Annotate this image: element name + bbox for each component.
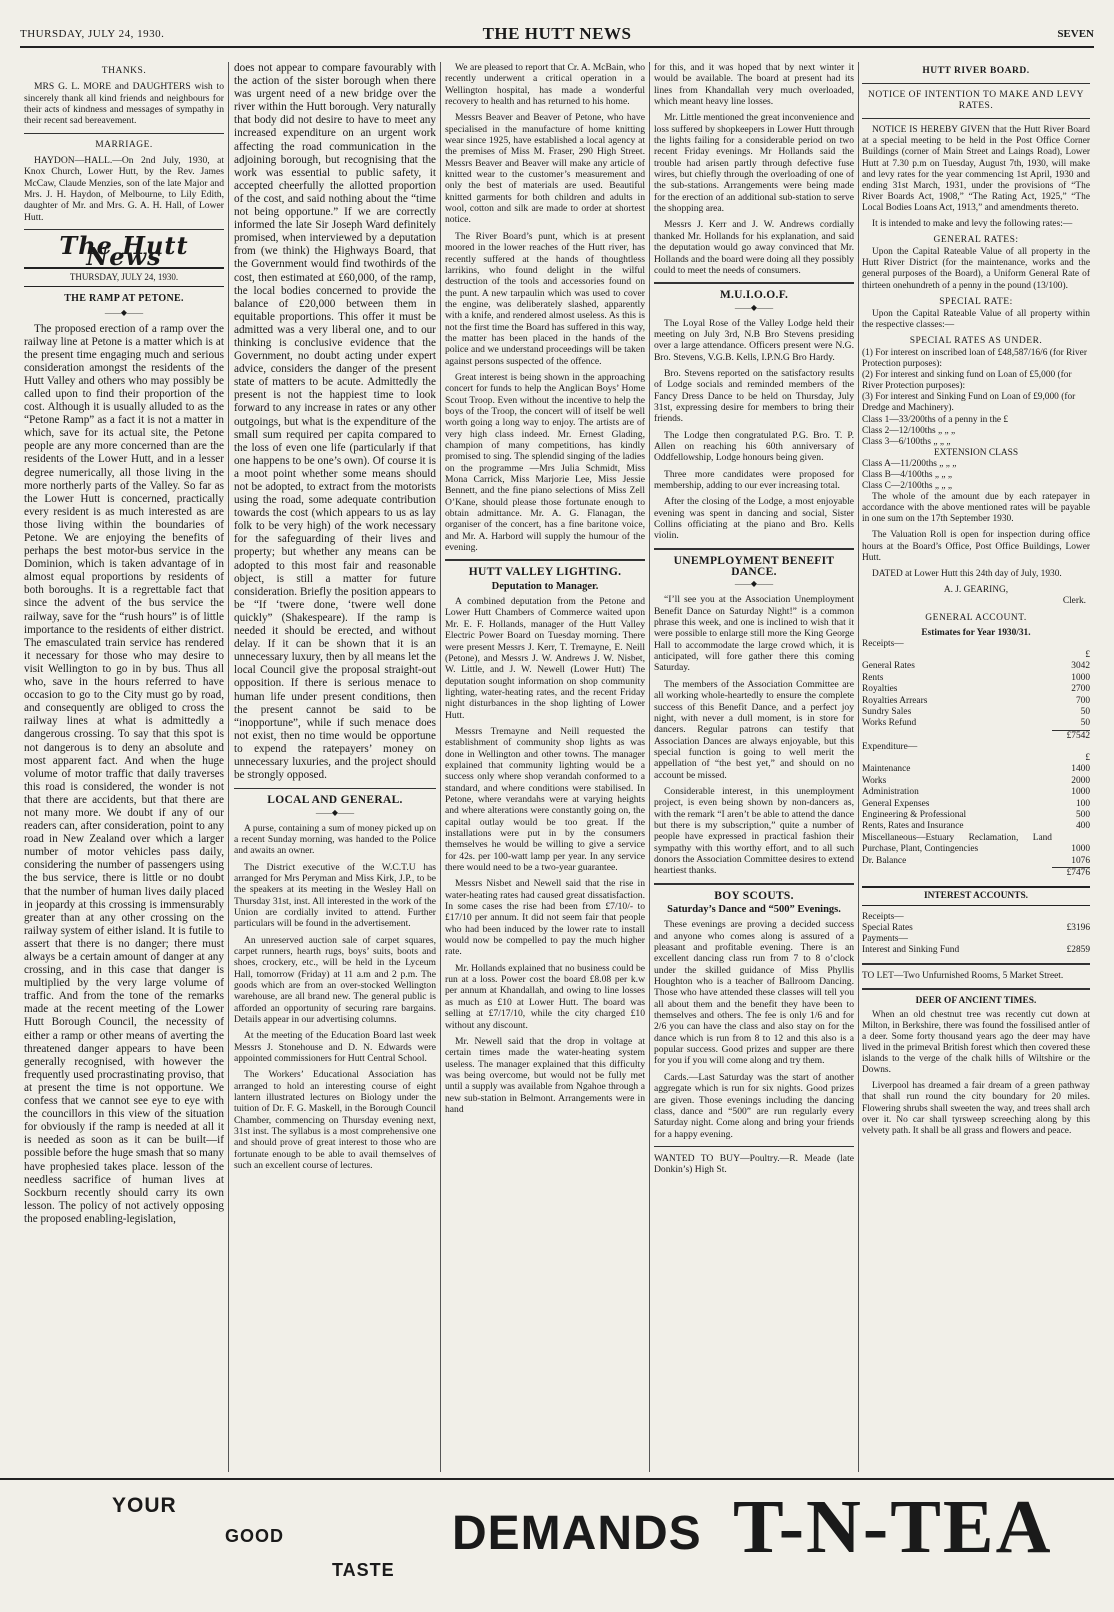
table-row	[862, 776, 1090, 787]
liverpool-paragraph: Liverpool has dreamed a fair dream of a green pathway that shall run round the city boundary for 20 miles. Flowering shrubs shall sweeten the way, and trees shall arch over it. No car shall tyrsweep screeching along by this velvety path. It shall be all grass and flowers and peace.	[862, 1081, 1090, 1136]
deer-paragraph: When an old chestnut tree was recently cut down at Milton, in Berkshire, there was found the fossilised antler of a deer. Some forty thousand years ago the deer may have lived in the primeval British forest which then covered these islands to the verge of the chalk hills of Wiltshire or the Downs.	[862, 1009, 1090, 1076]
table-row	[862, 799, 1090, 810]
table-row	[862, 696, 1090, 707]
ad-word-taste: TASTE	[332, 1560, 395, 1580]
unemployment-paragraph: Considerable interest, in this unemployment project, is even being shown by non-dancers as, with the remark “I aren’t be able to attend the dance but there is my subscription,” quite a number of people have expressed in practical fashion their sympathy with this worthy effort, and to all such donors the Association Committee desires to extend heartiest thanks.	[654, 785, 854, 877]
interest-payments-table	[862, 945, 1090, 956]
tea-advertisement	[0, 1478, 1114, 1612]
divider	[862, 988, 1090, 990]
currency-symbol: £	[1085, 650, 1090, 661]
table-row	[862, 787, 1090, 798]
nameplate-date: THURSDAY, JULY 24, 1930.	[24, 267, 224, 287]
thanks-notice: MRS G. L. MORE and DAUGHTERS wish to sincerely thank all kind friends and neighbours for their acts of kindness and messages of sympathy in their recent sad bereavement.	[24, 81, 224, 127]
column-3	[445, 62, 645, 1472]
lighting-continued: Messrs J. Kerr and J. W. Andrews cordially thanked Mr. Hollands for his explanation, and said the deputation would go away convinced that Mr. Hollands and the board were doing all they possibly could to meet the needs of consumers.	[654, 219, 854, 276]
receipts-total: £7542	[1052, 730, 1090, 742]
editorial-heading: THE RAMP AT PETONE.	[64, 293, 184, 305]
row-label: Rents, Rates and Insurance	[862, 821, 964, 832]
expenditure-label: Expenditure—	[862, 742, 918, 753]
board-heading: HUTT RIVER BOARD.	[922, 66, 1030, 76]
notice-paragraph: The whole of the amount due by each ratepayer in accordance with the above mentioned rates will be payable in one sum on the 17th September 1930.	[862, 492, 1090, 525]
marriage-notice: HAYDON—HALL.—On 2nd July, 1930, at Knox Church, Lower Hutt, by the Rev. James McCaw, Claude Menzies, son of the late Major and Mrs. J. H. Haydon, of Melbourne, to Lily Edith, daughter of Mr. and Mrs. G. A. H. Hall, of Lower Hutt.	[24, 155, 224, 223]
row-label: Miscellaneous—Estuary Reclamation, Land Purchase, Plant, Contingencies	[862, 832, 1052, 855]
thanks-heading: THANKS.	[101, 66, 147, 76]
to-let-ad: TO LET—Two Unfurnished Rooms, 5 Market Street.	[862, 970, 1064, 981]
lighting-paragraph: Mr. Hollands explained that no business could be run at a loss. Power cost the board £8.08 per k.w per annum at Khandallah, and owing to line losses as much as £10 at Lower Hutt. The board was selling at £7/17/10, while the city charged £10 without any discount.	[445, 962, 645, 1031]
table-row	[862, 718, 1090, 730]
divider	[24, 133, 224, 134]
unemployment-paragraph: “I’ll see you at the Association Unemployment Benefit Dance on Saturday Night!” is a common phrase this week, and one is inclined to wish that it were possible to enlarge still more the King George Hall to accommodate the large crowd which, it is anticipated, will fore gather there this coming Saturday.	[654, 594, 854, 674]
special-rate-heading: SPECIAL RATE:	[939, 296, 1013, 307]
table-row	[862, 661, 1090, 672]
divider	[862, 83, 1090, 84]
lighting-paragraph: Messrs Tremayne and Neill requested the establishment of community shop lights as was done in Wellington and other towns. The manager explained that community lighting would be a success only where shop verandah conformed to a standard, and where conditions were stabilised. In Petone, where verandahs were at varying heights and where alterations were constantly going on, the capital outlay would be too great. If the installations were put in by the consumers themselves he would be willing to give a service for 42s. per 100-watt lamp per year. In any service there would need to be a two-year guarantee.	[445, 725, 645, 874]
interest-receipts-label: Receipts—	[862, 911, 904, 922]
total-row	[862, 868, 1090, 880]
news-item: We are pleased to report that Cr. A. McBain, who recently underwent a critical operation in a Wellington hospital, has made a wonderful recovery to health and has returned to his home.	[445, 62, 645, 108]
column-rule	[649, 62, 650, 1472]
deer-heading: DEER OF ANCIENT TIMES.	[915, 995, 1037, 1006]
marriage-heading: MARRIAGE.	[95, 139, 153, 150]
column-rule	[858, 62, 859, 1472]
table-row	[862, 945, 1090, 956]
row-amount: 500	[1075, 810, 1090, 821]
receipts-table	[862, 661, 1090, 742]
row-amount: 1000	[1071, 787, 1090, 798]
divider	[24, 229, 224, 230]
ad-word-demands: DEMANDS	[452, 1507, 702, 1560]
muioof-paragraph: Three more candidates were proposed for membership, adding to our ever increasing total.	[654, 468, 854, 491]
muioof-paragraph: Bro. Stevens reported on the satisfactory results of Lodge socials and reminded members of the Fancy Dress Dance to be held on Thursday, July 31st, expressing desire for members to bring their friends.	[654, 367, 854, 425]
currency-symbol: £	[1085, 753, 1090, 764]
muioof-paragraph: After the closing of the Lodge, a most enjoyable evening was spent in dancing and social, Sister Collins officiating at the piano and Bro. Kells violin.	[654, 496, 854, 542]
row-label: Works Refund	[862, 718, 917, 729]
local-general-heading: LOCAL AND GENERAL.	[267, 794, 403, 807]
class-item: Class B—4/100ths „ „ „	[862, 470, 953, 480]
lighting-continued: Mr. Little mentioned the great inconvenience and loss suffered by shopkeepers in Lower Hutt through the lights failing for a considerable period on two recent Friday evenings. Mr Hollands said the trouble had arisen partly through defective fuse wires, but chiefly through the overloading of one of the sub-stations. Arrangements were being made for the erection of an additional sub-station to serve the shopping area.	[654, 112, 854, 215]
scouts-paragraph: These evenings are proving a decided success and anyone who comes along is assured of a pleasant and profitable evening. There is an excellent dancing class run from 7 to 8 o’clock under the skilled guidance of Miss Phyllis Houghton who is a teacher of Ballroom Dancing. Those who have attended these classes will tell you all about them and the benefit they have been to themselves and others. The fee is only 1/6 and for 2/6 you can have the class and also stay on for the dance which is run from 8 to 12 and this also is a popular success. Good prizes and supper are there for you if you will come along and try them.	[654, 919, 854, 1067]
signature-title: Clerk.	[1062, 595, 1086, 606]
local-item: The Workers’ Educational Association has arranged to hold an interesting course of eight lantern illustrated lectures on Biology under the tuition of Dr. F. G. Maskell, in the Borough Council Chamber, commencing on Thursday evening next, 31st inst. The syllabus is a most comprehensive one and should prove of great interest to those who are fortunate enough to be able to avail themselves of such an excellent course of lectures.	[234, 1069, 436, 1172]
column-4	[654, 62, 854, 1472]
scouts-subheading: Saturday’s Dance and “500” Evenings.	[667, 904, 841, 915]
row-amount: 1000	[1071, 844, 1090, 855]
row-label: Maintenance	[862, 764, 911, 775]
muioof-paragraph: The Loyal Rose of the Valley Lodge held their meeting on July 3rd, N.B Bro Stevens presiding over a large attendance. Officers present were N.G. Bro. Stevens, V.G.B. Kells, I.P.N.G Bro Hardy.	[654, 317, 854, 363]
interest-receipts-table	[862, 923, 1090, 934]
muioof-heading: M.U.I.O.O.F.	[719, 289, 789, 302]
editorial-continued: does not appear to compare favourably with the action of the sister borough when there was urgent need of a new bridge over the river within the Hutt borough. Very naturally that body did not desire to have to meet any increased expenditure on an urgent work affecting the road communication in the adjoining borough, but recognising that the work was essential to public safety, it accepted cheerfully the allotted proportion of the cost, and said nothing about the “time not being opportune.” If we are correctly informed the late Sir Joseph Ward definitely promised, when interviewed by a deputation from (we think) the Highways Board, that the Government would find twothirds of the cost, then estimated at £60,000, of the ramp, the local bodies concerned to provide the balance of £20,000 between them in equitable proportions. This offer it must be admitted was a very liberal one, and to our thinking is conclusive evidence that the Government, no doubt acting under expert advice, considers the danger of the present state of matters to be acute. Admittedly the present is not the happiest time to look forward to any increase in rates or any other outgoings, but what is the expenditure of the small sum required per capita compared to the loss of even one life (particularly if that one happens to be one’s own). Of course it is a moot point whether some means should not be adopted, to extract from the motorists using the road, some adequate contribution towards the cost (which appears to us as lay folk to be very high) of the work necessary for the safeguarding of their lives and property; but whether any means can be adopted to this most fair and reasonable object, is still a matter for future consideration. Briefly the position appears to be “If ‘twere done, ‘twere well done quickly” (Shakespeare). If the ramp is needed it should be erected, and without delay. If it can be shown that it is an unnecessary luxury, then by all means let the local Council give the proposal straight-out opposition. If there is serious menace to human life under present conditions, then the present cannot be said to be “inopportune”, while if such menace does not exist, then no time would be opportune to expend the ratepayers’ money on unnecessary luxuries, and the project should be strongly opposed.	[234, 62, 436, 782]
row-label: Rents	[862, 672, 884, 683]
row-amount: 2000	[1071, 775, 1090, 786]
page-masthead	[20, 24, 1094, 48]
wanted-ad: WANTED TO BUY—Poultry.—R. Meade (late Donkin’s) High St.	[654, 1152, 854, 1176]
unemployment-paragraph: The members of the Association Committee are all working whole-heartedly to ensure the complete success of this Benefit Dance, and a perfect joy night, with never a dull moment, is in store for dancers. Regular patrons can testify that Association Dances are always enjoyable, but this special function is going to well merit the appellation of “the best yet,” and should on no account be missed.	[654, 678, 854, 781]
dated-line: DATED at Lower Hutt this 24th day of July, 1930.	[872, 568, 1062, 579]
ornament-rule: ——◆——	[734, 579, 774, 589]
row-amount: 1400	[1071, 764, 1090, 775]
class-item: Class 3—6/100ths „ „ „	[862, 436, 951, 447]
expenditure-table	[862, 764, 1090, 879]
notice-paragraph: It is intended to make and levy the following rates:—	[872, 219, 1073, 230]
account-heading: GENERAL ACCOUNT.	[925, 613, 1027, 624]
rates-list-item: (2) For interest and sinking fund on Loan of £5,000 (for River Protection purposes):	[862, 370, 1072, 392]
divider	[654, 548, 854, 550]
lighting-paragraph: A combined deputation from the Petone and Lower Hutt Chambers of Commerce waited upon Mr. E. F. Hollands, manager of the Hutt Valley Electric Power Board on Tuesday morning. There were present Messrs J. Kerr, T. Tremayne, E. Neill (Petone), and Messrs J. W. Andrews J. W. Nisbet, W. Little, and J. W. Newell (Lower Hutt) The deputation sought information on shop community lighting, water-heating rates, and the recent Friday night disturbances in the shop lighting of Lower Hutt.	[445, 596, 645, 721]
unemployment-heading: UNEMPLOYMENT BENEFIT DANCE.	[673, 554, 835, 579]
signature: A. J. GEARING,	[943, 584, 1009, 595]
table-row	[862, 707, 1090, 718]
table-row	[862, 923, 1090, 934]
table-row	[862, 684, 1090, 695]
table-row	[862, 810, 1090, 821]
local-item: A purse, containing a sum of money picked up on a recent Sunday morning, was handed to the Police and awaits an owner.	[234, 822, 436, 857]
row-amount: £3196	[1066, 922, 1090, 933]
row-label: Interest and Sinking Fund	[862, 945, 960, 956]
lighting-paragraph: Mr. Newell said that the drop in voltage at certain times made the water-heating system useless. The manager explained that this difficulty was being overcome, but would not be fully met until a supply was available from Ngahoe through a new sub-station in Belmont. Arrangements were in hand	[445, 1035, 645, 1115]
column-1	[24, 62, 224, 1472]
ad-brand-name: T-N-TEA	[733, 1485, 1053, 1569]
issue-date: THURSDAY, JULY 24, 1930.	[20, 28, 165, 40]
general-rates-heading: GENERAL RATES:	[933, 235, 1019, 246]
rates-list-item: (3) For interest and Sinking Fund on Loan of £9,000 (for Dredge and Machinery).	[862, 392, 1076, 414]
news-item: Messrs Beaver and Beaver of Petone, who have specialised in the manufacture of home knitting wear since 1925, have established a local agency at the premises of Miss M. Fraser, 290 High Street. Messrs Beaver and Beaver will make any article of knitted wear to the customer’s measurement and only the best of materials are used. Beautiful knitted garments for both children and adults in wool, cotton and silk are made to order at shortest notice.	[445, 112, 645, 226]
row-amount: 50	[1080, 707, 1090, 718]
total-row	[862, 730, 1090, 742]
local-item: An unreserved auction sale of carpet squares, carpet runners, hearth rugs, boys’ suits, boots and shoes, crockery, etc., will be held in the Lyceum Hall, tomorrow (Friday) at 11 a.m and 2 p.m. The goods which are from an over-stocked Wellington warehouse, are all brand new. The general public is afforded an opportunity of securing rare bargains. Details appear in our advertising columns.	[234, 934, 436, 1025]
row-amount: 1076	[1071, 855, 1090, 866]
special-rate-text: Upon the Capital Rateable Value of all property within the respective classes:—	[862, 308, 1090, 330]
ornament-rule: ——◆——	[315, 807, 355, 817]
row-amount: 100	[1075, 798, 1090, 809]
row-label: General Expenses	[862, 798, 930, 809]
table-row	[862, 764, 1090, 775]
lighting-continued: for this, and it was hoped that by next winter it would be available. The board at present had its lines from Khandallah very much overloaded, which meant heavy line losses.	[654, 62, 854, 108]
column-rule	[440, 62, 441, 1472]
table-row	[862, 821, 1090, 832]
ad-word-good: GOOD	[225, 1526, 285, 1546]
class-item: Class 2—12/100ths „ „ „	[862, 425, 956, 436]
receipts-label: Receipts—	[862, 639, 904, 650]
extension-heading: EXTENSION CLASS	[933, 447, 1019, 458]
muioof-paragraph: The Lodge then congratulated P.G. Bro. T. P. Allen on reaching his 60th anniversary of Oddfellowship, Lodge honours being given.	[654, 429, 854, 464]
row-label: Dr. Balance	[862, 855, 907, 866]
column-5	[862, 62, 1090, 1472]
ad-word-your: YOUR	[112, 1494, 177, 1517]
ornament-rule: ——◆——	[104, 307, 144, 317]
notice-paragraph: NOTICE IS HEREBY GIVEN that the Hutt River Board at a special meeting to be held in the Post Office Corner Buildings (corner of Main Street and Laings Road), Lower Hutt at 7.30 p.m on Tuesday, August 7th, 1930, will make and levy rates for the year commencing 1st April, 1930 and ending 31st March, 1931, under the provisions of “The River Boards Act, 1908,” “The Rating Act, 1925,” “The Local Bodies Loans Act, 1913,” and amendments thereto.	[862, 125, 1090, 213]
table-row	[862, 856, 1090, 868]
lighting-subheading: Deputation to Manager.	[491, 580, 599, 592]
divider	[654, 1146, 854, 1147]
notice-heading: NOTICE OF INTENTION TO MAKE AND LEVY RATES.	[867, 90, 1085, 112]
row-label: Works	[862, 775, 887, 786]
row-label: General Rates	[862, 661, 915, 672]
editorial-paragraph: The proposed erection of a ramp over the railway line at Petone is a matter which is at the present time engaging much and serious consideration amongst the residents of the Hutt Valley and others who may possibly be called upon to find their proportion of the cost. Although it is usually alluded to as the “Petone Ramp” as a fact it is not a matter in which, save for its actual site, the Petone people are any more concerned than are the residents of the Lower Hutt, and in a lesser degree numerically, all those living in the more northerly parts of the Valley. So far as the Lower Hutt is concerned, practically every resident is as much interested as are those living within the boundaries of Petone. We are enjoying the benefits of perhaps the best motor-bus service in the Dominion, which is taken advantage of in almost equal proportions by residents of both boroughs. It is a regrettable fact that since the advent of the bus service the railway, save for the “rush hours” is of little importance to the residents of either district. The emasculated train service has rendered it necessary for those who may desire to visit Wellington to go in by bus. Thus all who, save in the hours referred to have occasion to go to the City must go by road, and consequently are obliged to cross the railway lines at what is admittedly a dangerous crossing. To say that this spot is not dangerous is to deny an absolute and most apparent fact. And when the huge volume of motor traffic that daily traverses this road is considered, the wonder is not that there are accidents, but that there are not many more. We doubt if any of our readers can, after consideration, point to any road in New Zealand over which a larger number of motor vehicles pass daily, considering the number of passengers using the bus service, there is little or no doubt that the number of human lives daily placed in jeopardy at this crossing is immensurably greater than at any other crossing on the railway system of either island. It is futile to assert that there is no danger; there must always be a certain amount of danger at any crossing, and in this case that danger is multiplied by the very large volume of traffic. And from the tone of the remarks made at the recent meeting of the Lower Hutt Borough Council, the necessity of either a ramp or other means of averting the threatened danger appears to have been generally recognised, with however the frequently used procrastinating proviso, that at present the time is not opportune. We confess that we cannot see eye to eye with the councillors in this view of the situation for obviously if the ramp is needed at all it is needed as soon as it can be built—if possible before the huge smash that so many have prophesied takes place. lesson of the needless sacrifice of human lives at Sockburn recently should carry its own lesson. The policy of not actively opposing the proposed enabling-legislation,	[24, 322, 224, 1225]
scouts-heading: BOY SCOUTS.	[714, 889, 794, 902]
table-row	[862, 673, 1090, 684]
row-amount: 50	[1080, 718, 1090, 729]
row-label: Sundry Sales	[862, 707, 912, 718]
class-item: Class A—11/200ths „ „ „	[862, 458, 957, 469]
local-item: At the meeting of the Education Board last week Messrs J. Stonehouse and D. N. Edwards were appointed commissioners for Hutt Central School.	[234, 1030, 436, 1065]
lighting-paragraph: Messrs Nisbet and Newell said that the rise in water-heating rates had caused great dissatisfaction. In some cases the rise had been from £7/10/- to £17/10 per annum. It did not seem fair that people who had been induced by the lower rate to install would now be compelled to pay the much higher rate.	[445, 878, 645, 958]
interest-heading: INTEREST ACCOUNTS.	[923, 890, 1029, 901]
notice-paragraph: The Valuation Roll is open for inspection during office hours at the Board’s Office, Post Office Buildings, Lower Hutt.	[862, 530, 1090, 563]
class-item: Class 1—33/200ths of a penny in the £	[862, 414, 1009, 425]
news-item: The River Board’s punt, which is at present moored in the lower reaches of the Hutt river, has recently suffered at the hands of thoughtless larrikins, who found delight in the wilful destruction of the tools and accessories found on the punt. A new tarpaulin which was used to cover the engine, was deliberately slashed, apparently with a knife, and rendered almost useless. As this is not the first time the Board has suffered in this way, the matter has been placed in the hands of the police and we understand proceedings will be taken against persons suspected of the offence.	[445, 230, 645, 367]
page-number: SEVEN	[1057, 28, 1094, 40]
general-rates-text: Upon the Capital Rateable Value of all property in the Hutt River District (for the maintenance, works and the general purposes of the Board), a Uniform General Rate of thirteen onehundreth of a penny in the pound (13/100).	[862, 247, 1090, 291]
newspaper-title: THE HUTT NEWS	[482, 24, 632, 43]
divider	[862, 963, 1090, 965]
newspaper-nameplate: The Hutt News	[59, 231, 189, 272]
row-amount: £2859	[1066, 945, 1090, 956]
interest-payments-label: Payments—	[862, 934, 908, 945]
row-label: Engineering & Professional	[862, 810, 967, 821]
expenditure-total: £7476	[1052, 868, 1090, 880]
row-label: Royalties Arrears	[862, 695, 928, 706]
divider	[234, 788, 436, 789]
row-amount: 2700	[1071, 684, 1090, 695]
row-amount: 3042	[1071, 661, 1090, 672]
local-item: The District executive of the W.C.T.U has arranged for Mrs Peryman and Miss Kirk, J.P., to be the speakers at its meeting in the Wesley Hall on Thursday 31st, inst. All interested in the work of the Union are cordially invited to attend. Further particulars will be found in the advertisement.	[234, 861, 436, 930]
special-rates-under: SPECIAL RATES AS UNDER.	[909, 335, 1043, 346]
row-label: Royalties	[862, 684, 898, 695]
divider	[654, 883, 854, 885]
table-row	[862, 833, 1090, 856]
divider	[862, 118, 1090, 119]
rates-list-item: (1) For interest on inscribed loan of £48,587/16/6 (for River Protection purposes):	[862, 347, 1087, 370]
row-amount: 1000	[1071, 672, 1090, 683]
row-amount: 400	[1075, 821, 1090, 832]
lighting-heading: HUTT VALLEY LIGHTING.	[468, 566, 622, 579]
divider	[654, 282, 854, 284]
divider	[445, 559, 645, 561]
row-label: Special Rates	[862, 922, 913, 933]
row-label: Administration	[862, 787, 919, 798]
column-rule	[228, 62, 229, 1472]
account-subheading: Estimates for Year 1930/31.	[921, 628, 1031, 639]
class-item: Class C—2/100ths „ „ „	[862, 481, 953, 492]
ornament-rule: ——◆——	[734, 302, 774, 312]
row-amount: 700	[1075, 695, 1090, 706]
news-item: Great interest is being shown in the approaching concert for funds to help the Anglican Boys’ Home Scout Troop. Even without the incentive to help the boys of the Troop, the concert will of itself be well worth going a long way to enjoy. The artists are of very high class indeed. Mr. Ernest Glading, champion of many competitions, has kindly promised to sing. The splendid singing of the ladies on the programme —Mrs Julia Schmidt, Miss Mona Carrick, Miss Marjorie Lee, Miss Jessie Bennett, and the fine piano selections of Miss Zell O’Kane, should please those fortunate enough to obtain admittance. Mr. A. G. Flanagan, the organiser of the concert, has a fine baritone voice, and Mr. A. Harbord will supply the humour of the evening.	[445, 371, 645, 554]
scouts-paragraph: Cards.—Last Saturday was the start of another aggregate which is run for six nights. Good prizes are given. Those evenings including the dancing class, dance and “500” are run regularly every Saturday night. Come along and bring your friends for a happy evening.	[654, 1071, 854, 1140]
rates-list	[862, 348, 1090, 492]
column-2	[234, 62, 436, 1472]
